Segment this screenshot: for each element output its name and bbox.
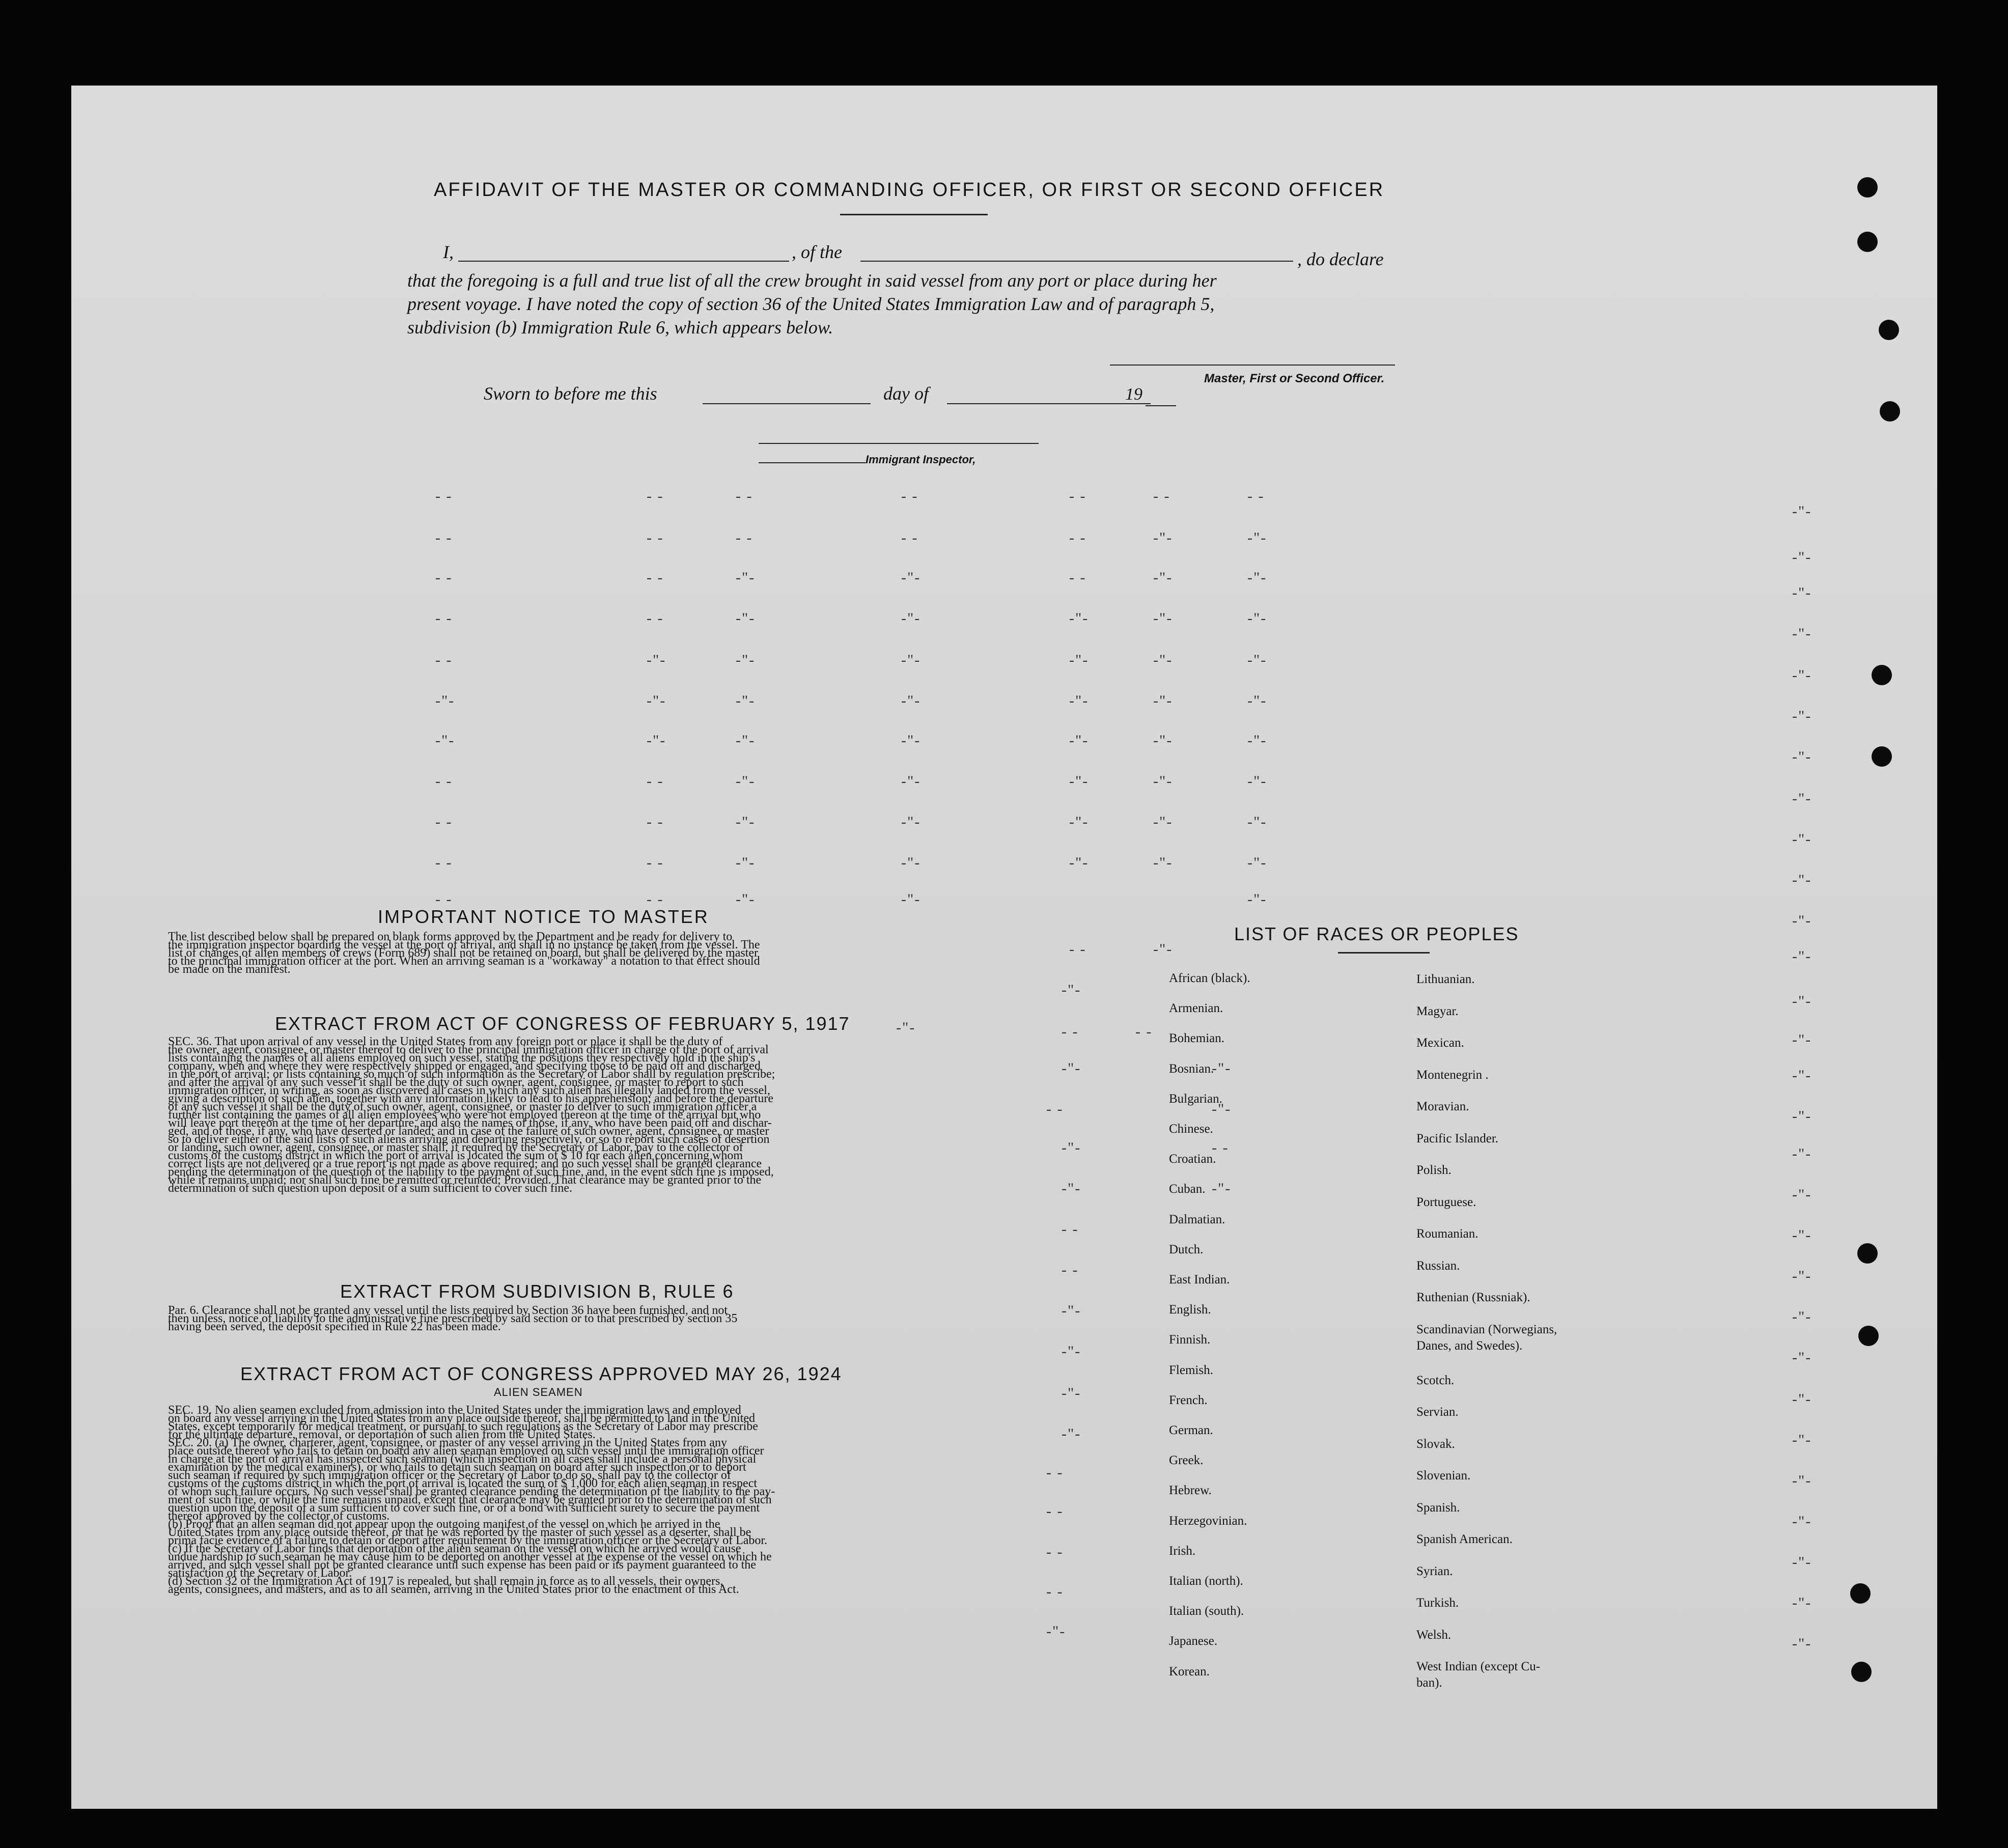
ditto-mark: -"- <box>736 891 756 908</box>
ditto-mark: -"- <box>1792 1268 1812 1284</box>
race-entry: Chinese. <box>1169 1122 1213 1136</box>
ditto-mark: -"- <box>901 854 921 871</box>
ditto-mark: -"- <box>1247 692 1267 709</box>
declaration-line-3: subdivision (b) Immigration Rule 6, which appears below. <box>407 317 833 338</box>
sworn-label: Sworn to before me this <box>484 383 657 404</box>
race-entry: French. <box>1169 1393 1208 1407</box>
race-entry: Hebrew. <box>1169 1483 1212 1497</box>
ditto-mark: -"- <box>1062 1180 1081 1197</box>
race-entry: Scotch. <box>1416 1374 1455 1387</box>
extract-1917-title: EXTRACT FROM ACT OF CONGRESS OF FEBRUARY 5, 1917 <box>275 1013 850 1034</box>
ditto-mark: -"- <box>1212 1101 1232 1117</box>
ditto-mark: -"- <box>1062 1425 1081 1442</box>
declaration-line-1: that the foregoing is a full and true list of all the crew brought in said vessel from any port or place during her <box>407 270 1217 291</box>
ditto-mark: -"- <box>1792 667 1812 684</box>
ditto-mark: - - <box>647 773 664 790</box>
ditto-mark: -"- <box>901 569 921 586</box>
ditto-mark: - - <box>901 529 918 546</box>
ditto-mark: - - <box>736 488 753 505</box>
ditto-mark: - - <box>1062 1221 1079 1238</box>
ditto-mark: - - <box>1046 1544 1064 1560</box>
ditto-mark: -"- <box>1069 652 1089 668</box>
ditto-mark: -"- <box>647 652 666 668</box>
race-entry: Italian (south). <box>1169 1604 1244 1618</box>
race-entry: Roumanian. <box>1416 1227 1479 1241</box>
race-entry: Greek. <box>1169 1453 1204 1467</box>
ditto-mark: -"- <box>1062 1060 1081 1077</box>
races-title: LIST OF RACES OR PEOPLES <box>1234 923 1519 944</box>
race-entry: Korean. <box>1169 1665 1210 1678</box>
vessel-blank <box>860 261 1293 262</box>
ditto-mark: -"- <box>1153 732 1173 749</box>
ditto-mark: -"- <box>1247 732 1267 749</box>
ditto-mark: -"- <box>1792 1472 1812 1489</box>
race-entry: Croatian. <box>1169 1152 1216 1166</box>
ditto-mark: -"- <box>1792 1067 1812 1084</box>
race-entry: Pacific Islander. <box>1416 1132 1499 1145</box>
ditto-mark: - - <box>435 610 453 627</box>
day-blank <box>703 403 871 404</box>
race-entry: Slovenian. <box>1416 1469 1471 1482</box>
race-entry: Bosnian. <box>1169 1062 1214 1076</box>
ditto-mark: - - <box>1046 1503 1064 1520</box>
ditto-mark: -"- <box>1062 1385 1081 1402</box>
ditto-mark: -"- <box>1792 1594 1812 1611</box>
ditto-mark: -"- <box>1792 1349 1812 1366</box>
ditto-mark: -"- <box>901 891 921 908</box>
ditto-mark: -"- <box>1792 1227 1812 1244</box>
binder-hole <box>1879 320 1899 340</box>
ditto-mark: - - <box>1046 1464 1064 1481</box>
ditto-mark: -"- <box>1792 503 1812 520</box>
race-entry: Irish. <box>1169 1544 1196 1558</box>
ditto-mark: - - <box>1069 488 1086 505</box>
year-blank <box>1146 405 1176 406</box>
ditto-mark: -"- <box>1792 1145 1812 1162</box>
ditto-mark: -"- <box>1792 1108 1812 1125</box>
binder-hole <box>1858 1326 1879 1346</box>
ditto-mark: -"- <box>1062 1302 1081 1319</box>
ditto-mark: - - <box>647 569 664 586</box>
ditto-mark: -"- <box>736 773 756 790</box>
inspector-line <box>759 443 1039 444</box>
ditto-mark: - - <box>1046 1583 1064 1600</box>
ditto-mark: -"- <box>901 692 921 709</box>
ditto-mark: -"- <box>1153 529 1173 546</box>
ditto-mark: -"- <box>1792 1432 1812 1448</box>
ditto-mark: - - <box>435 529 453 546</box>
year-prefix: 19 <box>1125 385 1142 404</box>
ditto-mark: -"- <box>1153 652 1173 668</box>
ditto-mark: -"- <box>1212 1180 1232 1197</box>
race-entry: German. <box>1169 1423 1213 1437</box>
ditto-mark: - - <box>1062 1023 1079 1040</box>
rule6-title: EXTRACT FROM SUBDIVISION B, RULE 6 <box>340 1281 734 1302</box>
ditto-mark: -"- <box>1069 692 1089 709</box>
affidavit-title: AFFIDAVIT OF THE MASTER OR COMMANDING OFFICER, OR FIRST OR SECOND OFFICER <box>434 179 1385 201</box>
ditto-mark: - - <box>1212 1139 1229 1156</box>
i-label: I, <box>443 242 454 262</box>
race-entry: Cuban. <box>1169 1182 1206 1196</box>
ditto-mark: -"- <box>1792 584 1812 601</box>
race-entry: East Indian. <box>1169 1273 1230 1286</box>
race-entry: Lithuanian. <box>1416 972 1475 986</box>
ditto-mark: -"- <box>1247 814 1267 830</box>
ditto-mark: - - <box>1062 1262 1079 1278</box>
binder-hole <box>1880 401 1900 422</box>
ditto-mark: -"- <box>901 814 921 830</box>
binder-hole <box>1851 1662 1872 1682</box>
ditto-mark: -"- <box>1792 625 1812 642</box>
race-entry: Polish. <box>1416 1163 1452 1177</box>
ditto-mark: -"- <box>1792 1635 1812 1652</box>
ditto-mark: -"- <box>736 814 756 830</box>
race-entry: Moravian. <box>1416 1100 1469 1113</box>
race-entry: Magyar. <box>1416 1004 1459 1018</box>
binder-hole <box>1857 232 1878 252</box>
race-entry: Syrian. <box>1416 1564 1453 1578</box>
ditto-mark: -"- <box>1153 814 1173 830</box>
race-entry: Bohemian. <box>1169 1031 1225 1045</box>
ditto-mark: -"- <box>1792 708 1812 724</box>
month-blank <box>947 403 1151 404</box>
ditto-mark: - - <box>1046 1101 1064 1117</box>
of-the-label: , of the <box>792 242 842 262</box>
ditto-mark: - - <box>1069 529 1086 546</box>
ditto-mark: -"- <box>736 569 756 586</box>
race-entry: Bulgarian. <box>1169 1092 1222 1106</box>
extract-1924-title: EXTRACT FROM ACT OF CONGRESS APPROVED MAY 26, 1924 <box>240 1363 842 1384</box>
race-entry: Spanish American. <box>1416 1532 1513 1546</box>
race-entry: African (black). <box>1169 971 1250 985</box>
binder-hole <box>1857 1243 1878 1264</box>
ditto-mark: -"- <box>1046 1623 1066 1640</box>
race-entry: Spanish. <box>1416 1501 1460 1515</box>
race-entry: Servian. <box>1416 1405 1459 1419</box>
ditto-mark: -"- <box>736 692 756 709</box>
rule6-body: Par. 6. Clearance shall not be granted any vessel until the lists required by Section 36 have been furnished, and not then unless, notice of liability to the administrative fine prescribed by said section or to that prescribed by section 35 having been served, the deposit specified in Rule 22 has been made. <box>168 1304 738 1333</box>
race-entry: Dalmatian. <box>1169 1213 1225 1226</box>
ditto-mark: -"- <box>901 610 921 627</box>
ditto-mark: -"- <box>1212 1060 1232 1077</box>
ditto-mark: - - <box>435 652 453 668</box>
race-entry: Welsh. <box>1416 1628 1452 1642</box>
ditto-mark: -"- <box>1153 941 1173 958</box>
ditto-mark: -"- <box>1062 1139 1081 1156</box>
ditto-mark: -"- <box>1792 1554 1812 1571</box>
ditto-mark: -"- <box>736 854 756 871</box>
ditto-mark: -"- <box>1792 993 1812 1010</box>
race-entry: Russian. <box>1416 1259 1460 1273</box>
notice-body: The list described below shall be prepared on blank forms approved by the Department and be ready for delivery to the immigration inspector boarding the vessel at the port of arrival, and shall in no instance be taken from the vessel. The list of changes of alien members of crews (Form 689) shall not be retained on board, but shall be delivered by the master to the principal immigration officer at the port. When an arriving seaman is a "workaway" a notation to that effect should be made on the manifest. <box>168 930 760 976</box>
ditto-mark: - - <box>1069 941 1086 958</box>
race-entry: Armenian. <box>1169 1001 1223 1015</box>
ditto-mark: -"- <box>1792 790 1812 807</box>
ditto-mark: -"- <box>736 610 756 627</box>
ditto-mark: - - <box>435 773 453 790</box>
extract-1924-body: SEC. 19. No alien seamen excluded from admission into the United States under the immigration laws and employed on board any vessel arriving in the United States from any place outside thereof, shall be permitted to land in the United States, except temporarily for medical treatment, or pursuant to such regulations as the Secretary of Labor may prescribe for the ultimate departure, removal, or deportation of such alien from the United States. SEC. 20. (a) The owner, charterer, agent, consignee, or master of any vessel arriving in the United States from any place outside thereof who fails to detain on board any alien seaman employed on such vessel until the immigration officer in charge at the port of arrival has inspected such seaman (which inspection in all cases shall include a personal physical examination by the medical examiners), or who fails to detain such seaman on board after such inspection or to deport such seaman if required by such immigration officer or the Secretary of Labor to do so, shall pay to the collector of customs of the customs district in which the port of arrival is located the sum of $ 1,000 for each alien seaman in respect of whom such failure occurs. No such vessel shall be granted clearance pending the determination of the liability to the pay- ment of such fine, or while the fine remains unpaid, except that clearance may be granted prior to the determination of such question upon the deposit of a sum sufficient to cover such fine, or of a bond with sufficient surety to secure the payment thereof approved by the collector of customs. (b) Proof that an alien seaman did not appear upon the outgoing manifest of the vessel on which he arrived in the United States from any place outside thereof, or that he was reported by the master of such vessel as a deserter, shall be prima facie evidence of a failure to detain or deport after requirement by the immigration officer or the Secretary of Labor. (c) If the Secretary of Labor finds that deportation of the alien seaman on the vessel on which he arrived would cause undue hardship to such seaman he may cause him to be deported on another vessel at the expense of the vessel on which he arrived, and such vessel shall not be granted clearance until such expense has been paid or its payment guaranteed to the satisfaction of the Secretary of Labor. (d) Section 32 of the Immigration Act of 1917 is repealed, but shall remain in force as to all vessels, their owners, agents, consignees, and masters, and as to all seamen, arriving in the United States prior to the enactment of this Act. <box>168 1404 775 1596</box>
ditto-mark: -"- <box>1792 549 1812 566</box>
do-declare-label: , do declare <box>1297 249 1384 269</box>
ditto-mark: -"- <box>1792 1186 1812 1203</box>
ditto-mark: -"- <box>1069 610 1089 627</box>
race-entry: Slovak. <box>1416 1437 1455 1451</box>
ditto-mark: - - <box>1247 488 1265 505</box>
ditto-mark: -"- <box>1247 610 1267 627</box>
ditto-mark: - - <box>647 488 664 505</box>
inspector-caption: Immigrant Inspector, <box>866 453 976 466</box>
ditto-mark: -"- <box>1792 1308 1812 1325</box>
binder-hole <box>1857 177 1878 198</box>
race-entry: Flemish. <box>1169 1363 1213 1377</box>
race-entry: Dutch. <box>1169 1243 1204 1256</box>
race-entry: Scandinavian (Norwegians, Danes, and Swedes). <box>1416 1323 1557 1353</box>
inspector-line-2 <box>759 462 866 463</box>
ditto-mark: - - <box>647 610 664 627</box>
ditto-mark: -"- <box>1247 891 1267 908</box>
ditto-mark: - - <box>1069 569 1086 586</box>
ditto-mark: -"- <box>1153 610 1173 627</box>
ditto-mark: -"- <box>1069 854 1089 871</box>
ditto-mark: -"- <box>901 732 921 749</box>
ditto-mark: -"- <box>1069 732 1089 749</box>
title-underline <box>840 214 988 215</box>
ditto-mark: - - <box>647 814 664 830</box>
ditto-mark: - - <box>736 529 753 546</box>
ditto-mark: - - <box>647 529 664 546</box>
ditto-mark: -"- <box>1792 1391 1812 1408</box>
race-entry: Herzegovinian. <box>1169 1514 1247 1528</box>
ditto-mark: -"- <box>1069 773 1089 790</box>
race-entry: Italian (north). <box>1169 1574 1243 1588</box>
ditto-mark: -"- <box>1247 773 1267 790</box>
race-entry: Japanese. <box>1169 1634 1218 1648</box>
ditto-mark: -"- <box>647 732 666 749</box>
race-entry: Turkish. <box>1416 1596 1459 1610</box>
ditto-mark: -"- <box>1792 1031 1812 1048</box>
binder-hole <box>1872 746 1892 767</box>
ditto-mark: -"- <box>896 1019 916 1036</box>
extract-1924-subtitle: ALIEN SEAMEN <box>494 1386 583 1398</box>
ditto-mark: - - <box>435 854 453 871</box>
ditto-mark: -"- <box>1792 912 1812 929</box>
ditto-mark: -"- <box>901 652 921 668</box>
ditto-mark: -"- <box>647 692 666 709</box>
race-entry: Montenegrin . <box>1416 1068 1489 1082</box>
races-underline <box>1338 952 1430 954</box>
ditto-mark: - - <box>435 891 453 908</box>
ditto-mark: -"- <box>1792 872 1812 888</box>
ditto-mark: -"- <box>736 652 756 668</box>
ditto-mark: -"- <box>1247 529 1267 546</box>
ditto-mark: -"- <box>1792 748 1812 765</box>
race-entry: Ruthenian (Russniak). <box>1416 1291 1530 1304</box>
ditto-mark: - - <box>901 488 918 505</box>
race-entry: Finnish. <box>1169 1333 1211 1347</box>
ditto-mark: -"- <box>901 773 921 790</box>
race-entry: West Indian (except Cu- ban). <box>1416 1660 1541 1690</box>
ditto-mark: - - <box>1135 1023 1153 1040</box>
declaration-line-2: present voyage. I have noted the copy of section 36 of the United States Immigration Law and of paragraph 5, <box>407 294 1215 314</box>
ditto-mark: -"- <box>1153 569 1173 586</box>
ditto-mark: -"- <box>1153 773 1173 790</box>
ditto-mark: -"- <box>1069 814 1089 830</box>
signature-line <box>1110 365 1395 366</box>
ditto-mark: -"- <box>1062 1343 1081 1360</box>
ditto-mark: -"- <box>1792 831 1812 848</box>
ditto-mark: -"- <box>1792 1513 1812 1530</box>
name-blank <box>458 261 789 262</box>
ditto-mark: -"- <box>1153 692 1173 709</box>
ditto-mark: -"- <box>1247 854 1267 871</box>
ditto-mark: -"- <box>435 692 455 709</box>
ditto-mark: - - <box>647 891 664 908</box>
ditto-mark: -"- <box>1153 854 1173 871</box>
ditto-mark: -"- <box>1792 948 1812 965</box>
binder-hole <box>1872 665 1892 685</box>
ditto-mark: -"- <box>1247 569 1267 586</box>
signature-caption: Master, First or Second Officer. <box>1204 372 1385 385</box>
notice-title: IMPORTANT NOTICE TO MASTER <box>378 906 709 927</box>
day-of-label: day of <box>883 383 929 404</box>
race-entry: English. <box>1169 1303 1211 1317</box>
ditto-mark: - - <box>647 854 664 871</box>
ditto-mark: - - <box>435 814 453 830</box>
race-entry: Mexican. <box>1416 1036 1464 1050</box>
race-entry: Portuguese. <box>1416 1195 1476 1209</box>
ditto-mark: -"- <box>435 732 455 749</box>
ditto-mark: -"- <box>1247 652 1267 668</box>
ditto-mark: - - <box>1153 488 1170 505</box>
ditto-mark: -"- <box>1062 982 1081 998</box>
extract-1917-body: SEC. 36. That upon arrival of any vessel in the United States from any foreign port or place it shall be the duty of the owner, agent, consignee, or master thereof to deliver to the principal immigration officer in charge of the port of arrival lists containing the names of all aliens employed on such vessel, stating the positions they respectively hold in the ship's company, when and where they were respectively shipped or engaged, and specifying those to be paid off and discharged in the port of arrival; or lists containing so much of such information as the Secretary of Labor shall by regulation prescribe; and after the arrival of any such vessel it shall be the duty of such owner, agent, consignee, or master to report to such immigration officer, in writing, as soon as discovered all cases in which any such alien has illegally landed from the vessel, giving a description of such alien, together with any information likely to lead to his apprehension; and before the departure of any such vessel it shall be the duty of such owner, agent, consignee, or master to deliver to such immigration officer a further list containing the names of all alien employees who were not employed thereon at the time of the arrival but who will leave port thereon at the time of her departure, and also the names of those, if any, who have been paid off and dischar- ged, and of those, if any, who have deserted or landed; and in case of the failure of such owner, agent, consignee, or master so to deliver either of the said lists of such aliens arriving and departing respectively, or so to report such cases of desertion or landing, such owner, agent, consignee, or master shall, if required by the Secretary of Labor, pay to the collector of customs of the customs district in which the port of arrival is located the sum of $ 10 for each alien concerning whom correct lists are not delivered or a true report is not made as above required; and no such vessel shall be granted clearance pending the determination of the question of the liability to the payment of such fine, and, in the event such fine is imposed, while it remains unpaid; nor shall such fine be remitted or refunded; Provided. That clearance may be granted prior to the determination of such question upon deposit of a sum sufficient to cover such fine. <box>168 1035 775 1195</box>
ditto-mark: -"- <box>736 732 756 749</box>
binder-hole <box>1850 1583 1871 1604</box>
ditto-mark: - - <box>435 488 453 505</box>
ditto-mark: - - <box>435 569 453 586</box>
